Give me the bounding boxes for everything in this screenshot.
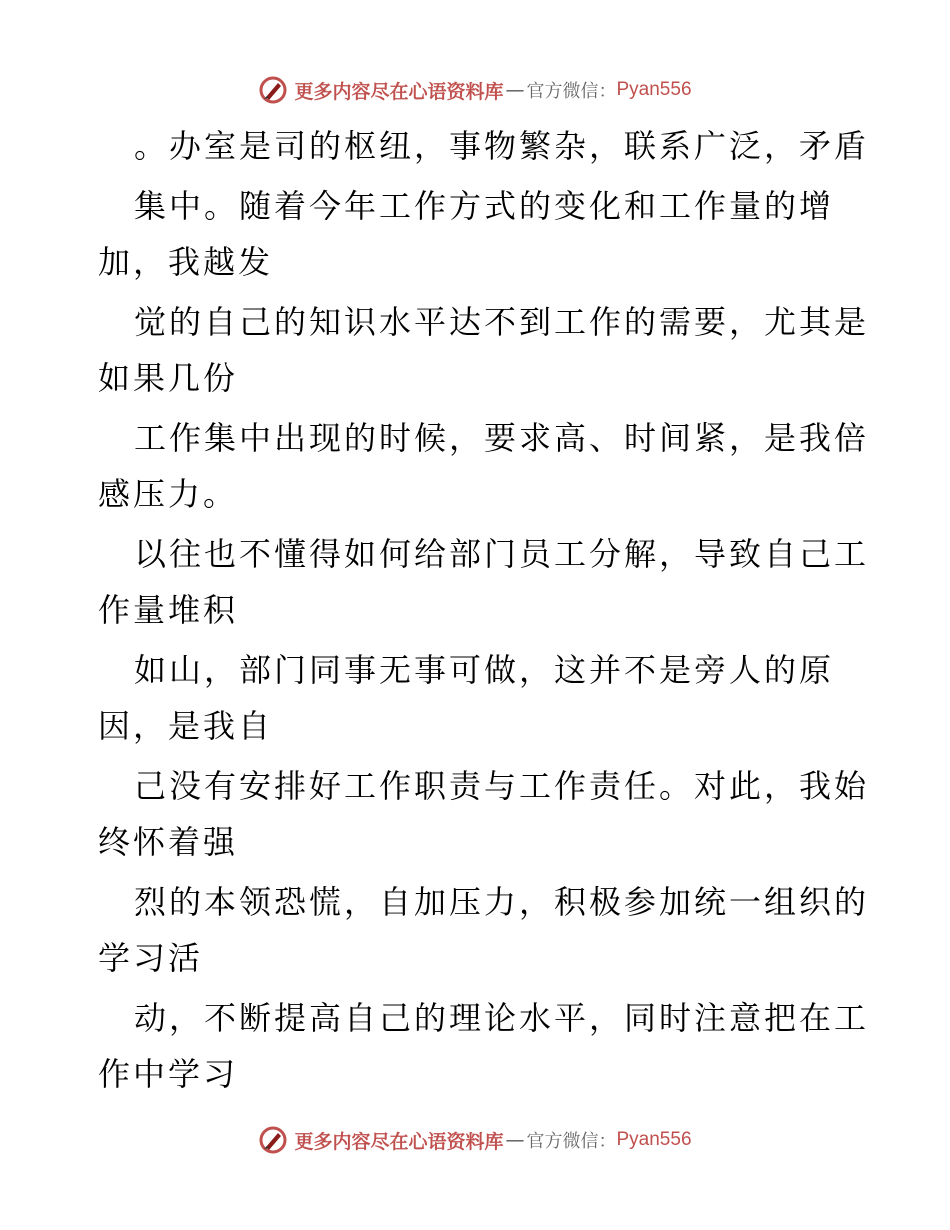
- text-line: 作中学习: [98, 1055, 239, 1093]
- text-line: 工作集中出现的时候，要求高、时间紧，是我倍: [134, 419, 870, 457]
- text-line: 集中。随着今年工作方式的变化和工作量的增: [134, 187, 835, 225]
- footer-watermark: [0, 1120, 950, 1160]
- watermark-main-text: 更多内容尽在心语资料库: [294, 1130, 504, 1153]
- text-line: 加，我越发: [98, 243, 274, 281]
- text-line: 因，是我自: [98, 707, 274, 745]
- text-line: 以往也不懂得如何给部门员工分解，导致自己工: [134, 535, 870, 573]
- text-line: 烈的本领恐慌，自加压力，积极参加统一组织的: [134, 883, 870, 921]
- watermark-wechat-id: Pyan556: [616, 1129, 692, 1150]
- text-line: 如果几份: [98, 359, 239, 397]
- text-line: 感压力。: [98, 475, 239, 513]
- watermark-sub-text: 官方微信：: [526, 1131, 617, 1152]
- watermark-main-text: 更多内容尽在心语资料库: [294, 80, 504, 103]
- watermark-dash: —: [505, 1129, 525, 1151]
- text-line: 终怀着强: [98, 823, 239, 861]
- header-watermark: [0, 70, 950, 110]
- text-line: 如山，部门同事无事可做，这并不是旁人的原: [134, 651, 835, 689]
- text-line: 学习活: [98, 939, 204, 977]
- pen-logo-icon: [258, 1125, 288, 1155]
- watermark-dash: —: [505, 79, 525, 101]
- text-line: 动，不断提高自己的理论水平，同时注意把在工: [134, 999, 870, 1037]
- text-line: 己没有安排好工作职责与工作责任。对此，我始: [134, 767, 870, 805]
- text-line: 。办室是司的枢纽，事物繁杂，联系广泛，矛盾: [134, 127, 870, 165]
- text-line: 作量堆积: [98, 591, 239, 629]
- pen-logo-icon: [258, 75, 288, 105]
- text-line: 觉的自己的知识水平达不到工作的需要，尤其是: [134, 303, 870, 341]
- watermark-wechat-id: Pyan556: [616, 79, 692, 100]
- watermark-sub-text: 官方微信：: [526, 81, 617, 102]
